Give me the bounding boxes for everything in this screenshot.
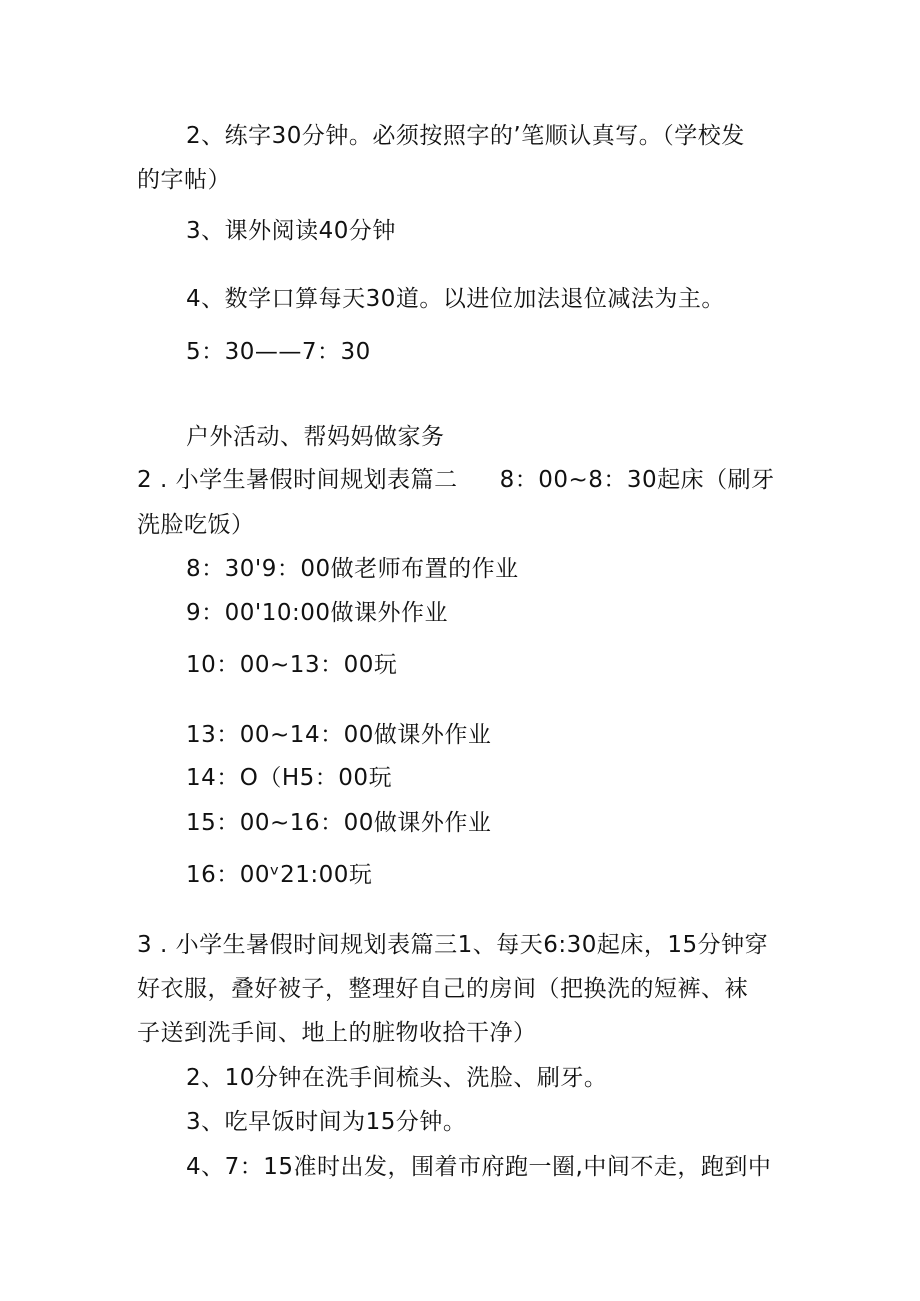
text-line: 9：00'10:00做课外作业 (186, 600, 449, 626)
text-line: 14：O（H5：00玩 (186, 765, 393, 791)
text-line: 好衣服，叠好被子，整理好自己的房间（把换洗的短裤、袜 (137, 976, 748, 1002)
text-line: 16：00ᵛ21:00玩 (186, 862, 373, 888)
text-line: 8：30'9：00做老师布置的作业 (186, 556, 519, 582)
text-line: 13：00~14：00做课外作业 (186, 722, 492, 748)
text-line: 3、课外阅读40分钟 (186, 218, 396, 244)
section-heading (137, 465, 775, 495)
section-title: 2 . 小学生暑假时间规划表篇二 (137, 467, 458, 493)
text-line: 8：00~8：30起床（刷牙 (499, 467, 775, 493)
text-line: 15：00~16：00做课外作业 (186, 810, 492, 836)
text-line: 10：00~13：00玩 (186, 652, 398, 678)
text-line: 的字帖） (137, 167, 231, 193)
text-line: 2、练字30分钟。必须按照字的’笔顺认真写。（学校发 (186, 123, 745, 149)
text-line: 5：30——7：30 (186, 339, 371, 365)
text-line: 3、吃早饭时间为15分钟。 (186, 1109, 467, 1135)
text-line: 户外活动、帮妈妈做家务 (186, 424, 445, 450)
text-line: 子送到洗手间、地上的脏物收拾干净） (137, 1020, 537, 1046)
text-line: 2、10分钟在洗手间梳头、洗脸、刷牙。 (186, 1065, 608, 1091)
section-heading: 3 . 小学生暑假时间规划表篇三1、每天6:30起床，15分钟穿 (137, 932, 769, 958)
text-line: 4、7：15准时出发，围着市府跑一圈,中间不走，跑到中 (186, 1154, 772, 1180)
text-line: 4、数学口算每天30道。以进位加法退位减法为主。 (186, 286, 725, 312)
text-line: 洗脸吃饭） (137, 512, 255, 538)
